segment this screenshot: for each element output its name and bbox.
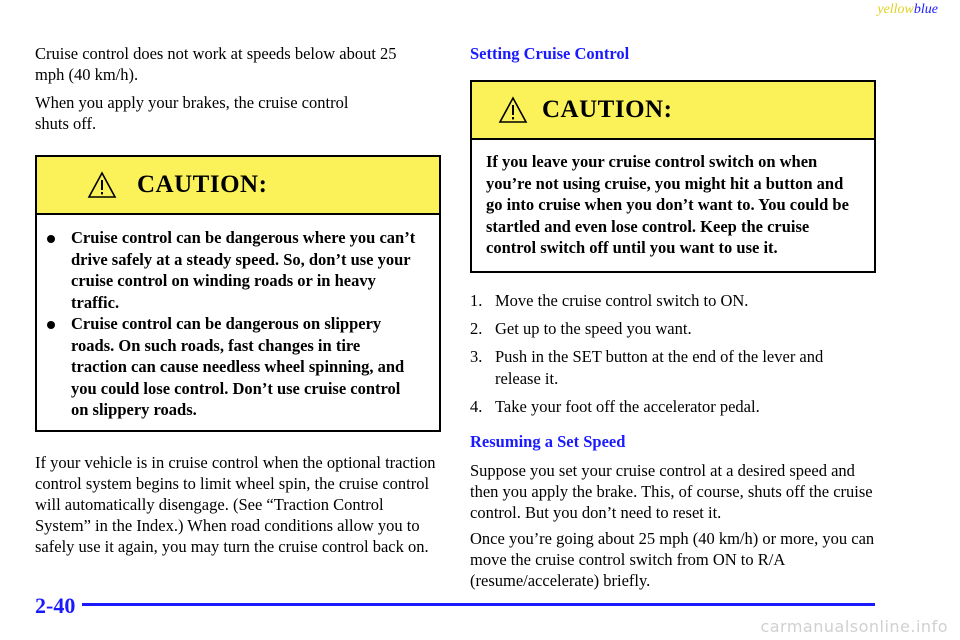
step-item	[470, 346, 870, 390]
step-item	[470, 290, 870, 312]
step-number: 3.	[470, 347, 483, 366]
steps-list	[470, 290, 870, 418]
caution-bullet-text: Cruise control can be dangerous where you can’t drive safely at a steady speed. So, don’t use your cruise control on winding roads or in heavy traffic.	[71, 228, 416, 312]
color-word-yellow: yellow	[877, 2, 914, 17]
caution-text: If you leave your cruise control switch on when you’re not using cruise, you might hit a button and go into cruise when you don’t want to. You could be startled and even lose control. Keep the cruise control switch off until you want to use it.	[486, 152, 849, 257]
caution-header	[472, 82, 874, 140]
step-item	[470, 396, 870, 418]
page-number: 2-40	[35, 593, 76, 618]
bullet-dot-icon	[41, 313, 71, 421]
left-paragraph-2: When you apply your brakes, the cruise control shuts off.	[35, 93, 349, 133]
watermark-text: carmanualsonline.info	[760, 617, 948, 636]
left-paragraph-3: If your vehicle is in cruise control when the optional traction control system begins to limit wheel spin, the cruise control will automatically disengage. (See “Traction Control System” in the Index.) When road conditions allow you to safely use it again, you may turn the cruise control back on.	[35, 453, 436, 556]
warning-triangle-icon	[498, 96, 528, 124]
left-paragraph-1: Cruise control does not work at speeds below about 25 mph (40 km/h).	[35, 44, 397, 84]
caution-bullet	[41, 227, 419, 313]
caution-bullet-text: Cruise control can be dangerous on slippery roads. On such roads, fast changes in tire traction can cause needless wheel spinning, and you could lose control. Don’t use cruise control on slippery roads.	[71, 314, 405, 419]
step-text: Move the cruise control switch to ON.	[495, 291, 749, 310]
caution-box-left	[35, 155, 441, 432]
step-number: 2.	[470, 319, 483, 338]
warning-triangle-icon	[87, 171, 117, 199]
step-text: Push in the SET button at the end of the lever and release it.	[495, 347, 824, 388]
right-paragraph-2: Once you’re going about 25 mph (40 km/h) or more, you can move the cruise control switch from ON to R/A (resume/accelerate) briefly.	[470, 529, 875, 590]
color-marker	[877, 2, 938, 18]
step-item	[470, 318, 870, 340]
caution-title: CAUTION:	[542, 96, 673, 123]
step-number: 4.	[470, 397, 483, 416]
caution-title: CAUTION:	[137, 171, 268, 198]
step-text: Get up to the speed you want.	[495, 319, 692, 338]
step-number: 1.	[470, 291, 483, 310]
bullet-dot-icon	[41, 227, 71, 313]
section-heading-setting: Setting Cruise Control	[470, 44, 630, 63]
right-paragraph-1: Suppose you set your cruise control at a desired speed and then you apply the brake. This, of course, shuts off the cruise control. But you don’t need to reset it.	[470, 461, 873, 522]
caution-header	[37, 157, 439, 215]
step-text: Take your foot off the accelerator pedal.	[495, 397, 760, 416]
caution-box-right	[470, 80, 876, 273]
footer-rule	[82, 603, 875, 606]
section-heading-resuming: Resuming a Set Speed	[470, 432, 626, 451]
caution-body	[37, 215, 439, 421]
caution-bullet	[41, 313, 419, 421]
color-word-blue: blue	[913, 2, 938, 17]
